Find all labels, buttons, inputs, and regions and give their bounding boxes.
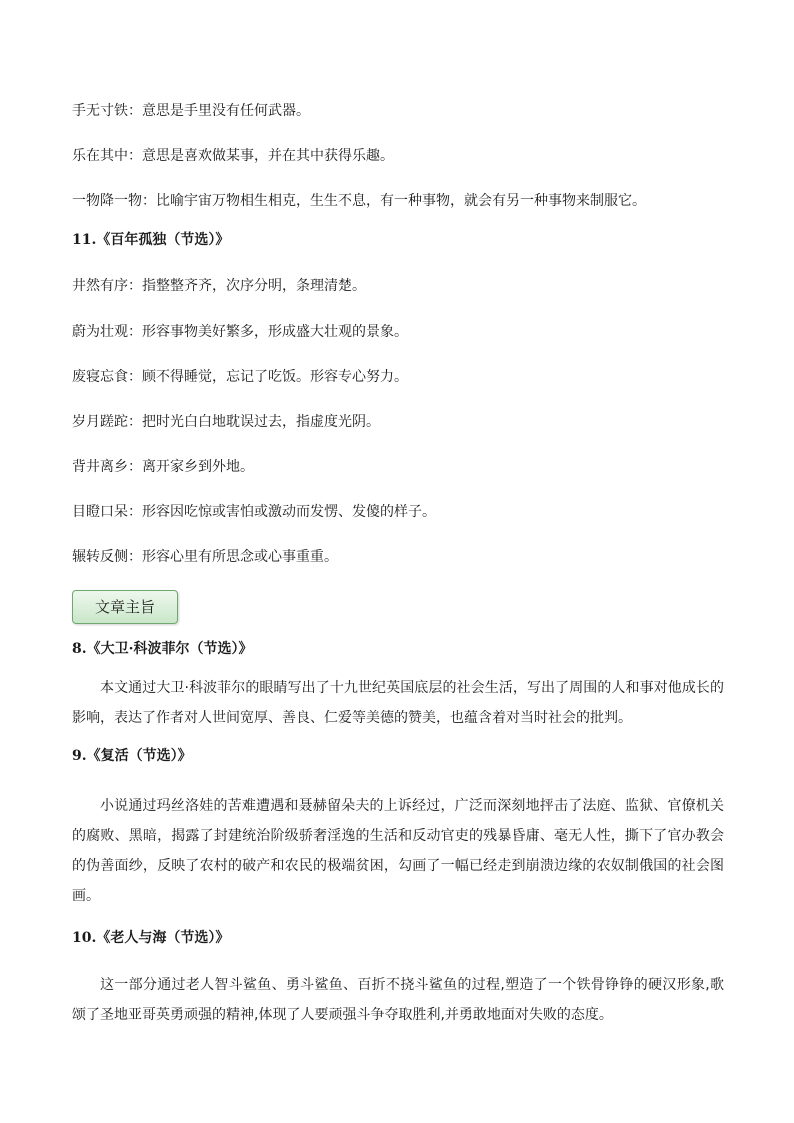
idiom-line: 目瞪口呆：形容因吃惊或害怕或激动而发愣、发傻的样子。 [72,504,436,520]
theme-heading-8: 8.《大卫·科波菲尔（节选）》 [72,641,253,657]
idiom-line: 井然有序：指整整齐齐，次序分明，条理清楚。 [72,278,366,294]
theme-paragraph-10: 这一部分通过老人智斗鲨鱼、勇斗鲨鱼、百折不挠斗鲨鱼的过程,塑造了一个铁骨铮铮的硬汉形象,歌颂了圣地亚哥英勇顽强的精神,体现了人要顽强斗争夺取胜利,并勇敢地面对失败的态度。 [72,977,724,1023]
idiom-line: 岁月蹉跎：把时光白白地耽误过去，指虚度光阴。 [72,414,380,430]
theme-heading-9: 9.《复活（节选）》 [72,748,192,764]
idiom-line: 背井离乡：离开家乡到外地。 [72,459,254,475]
theme-paragraph-8: 本文通过大卫·科波菲尔的眼睛写出了十九世纪英国底层的社会生活，写出了周围的人和事对他成长的影响，表达了作者对人世间宽厚、善良、仁爱等美德的赞美，也蕴含着对当时社会的批判。 [72,680,724,726]
idiom-line: 蔚为壮观：形容事物美好繁多，形成盛大壮观的景象。 [72,324,408,340]
idiom-line: 废寝忘食：顾不得睡觉，忘记了吃饭。形容专心努力。 [72,369,408,385]
section-label-theme: 文章主旨 [72,590,178,624]
theme-paragraph-9: 小说通过玛丝洛娃的苦难遭遇和聂赫留朵夫的上诉经过，广泛而深刻地抨击了法庭、监狱、官僚机关的腐败、黑暗，揭露了封建统治阶级骄奢淫逸的生活和反动官吏的残暴昏庸、毫无人性，撕下了官办教会的伪善面纱，反映了农村的破产和农民的极端贫困，勾画了一幅已经走到崩溃边缘的农奴制俄国的社会图画。 [72,798,724,904]
idiom-line: 一物降一物：比喻宇宙万物相生相克，生生不息，有一种事物，就会有另一种事物来制服它。 [72,193,646,209]
idiom-line: 辗转反侧：形容心里有所思念或心事重重。 [72,549,338,565]
idiom-line: 手无寸铁：意思是手里没有任何武器。 [72,103,310,119]
section-heading-11: 11.《百年孤独（节选）》 [72,232,230,248]
idiom-line: 乐在其中：意思是喜欢做某事，并在其中获得乐趣。 [72,148,394,164]
theme-heading-10: 10.《老人与海（节选）》 [72,930,230,946]
